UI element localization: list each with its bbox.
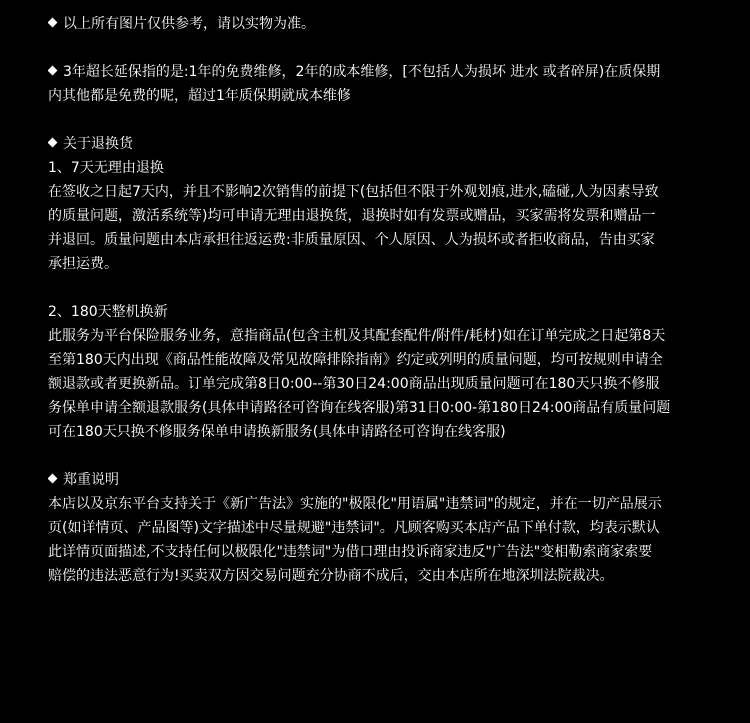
diamond-bullet-icon xyxy=(48,66,58,76)
returns-item1-line: 的质量问题，激活系统等)均可申请无理由退换货，退换时如有发票或赠品，买家需将发票和赠品一 xyxy=(48,208,656,224)
warranty-line-1 xyxy=(48,60,728,84)
notice-line xyxy=(48,12,728,36)
returns-item2-title: 2、180天整机换新 xyxy=(48,304,168,320)
statement-heading xyxy=(48,468,728,492)
diamond-bullet-icon xyxy=(48,18,58,28)
returns-item1-line: 并退回。质量问题由本店承担往返运费:非质量原因、个人原因、人为损坏或者拒收商品，告由买家 xyxy=(48,232,655,248)
statement-line: 此详情页面描述,不支持任何以极限化"违禁词"为借口理由投诉商家违反"广告法"变相勒索商家索要 xyxy=(48,544,653,560)
notice-text: 以上所有图片仅供参考，请以实物为准。 xyxy=(63,16,315,32)
returns-item2-line: 务保单申请全额退款服务(具体申请路径可咨询在线客服)第31日0:00-第180日24:00商品有质量问题 xyxy=(48,400,671,416)
returns-heading-text: 关于退换货 xyxy=(63,136,133,152)
statement-line: 页(如详情页、产品图等)文字描述中尽量规避"违禁词"。凡顾客购买本店产品下单付款，均表示默认 xyxy=(48,520,660,536)
document-body xyxy=(48,12,728,588)
statement-heading-text: 郑重说明 xyxy=(63,472,119,488)
statement-line: 本店以及京东平台支持关于《新广告法》实施的"极限化"用语属"违禁词"的规定，并在一切产品展示 xyxy=(48,496,662,512)
diamond-bullet-icon xyxy=(48,138,58,148)
warranty-text-1: 3年超长延保指的是:1年的免费维修，2年的成本维修，[不包括人为损坏 进水 或者碎屏)在质保期 xyxy=(63,64,661,80)
returns-item1-line: 在签收之日起7天内，并且不影响2次销售的前提下(包括但不限于外观划痕,进水,磕碰,人为因素导致 xyxy=(48,184,659,200)
returns-heading xyxy=(48,132,728,156)
returns-item2-line: 额退款或者更换新品。订单完成第8日0:00--第30日24:00商品出现质量问题可在180天只换不修服 xyxy=(48,376,660,392)
diamond-bullet-icon xyxy=(48,474,58,484)
returns-item1-title: 1、7天无理由退换 xyxy=(48,160,164,176)
returns-item1-line: 承担运费。 xyxy=(48,256,118,272)
statement-line: 赔偿的违法恶意行为!买卖双方因交易问题充分协商不成后，交由本店所在地深圳法院裁决。 xyxy=(48,568,614,584)
returns-item2-line: 至第180天内出现《商品性能故障及常见故障排除指南》约定或列明的质量问题，均可按规则申请全 xyxy=(48,352,663,368)
returns-item2-line: 此服务为平台保险服务业务，意指商品(包含主机及其配套配件/附件/耗材)如在订单完成之日起第8天 xyxy=(48,328,666,344)
warranty-line-2: 内其他都是免费的呢，超过1年质保期就成本维修 xyxy=(48,88,351,104)
returns-item2-line: 可在180天只换不修服务保单申请换新服务(具体申请路径可咨询在线客服) xyxy=(48,424,506,440)
